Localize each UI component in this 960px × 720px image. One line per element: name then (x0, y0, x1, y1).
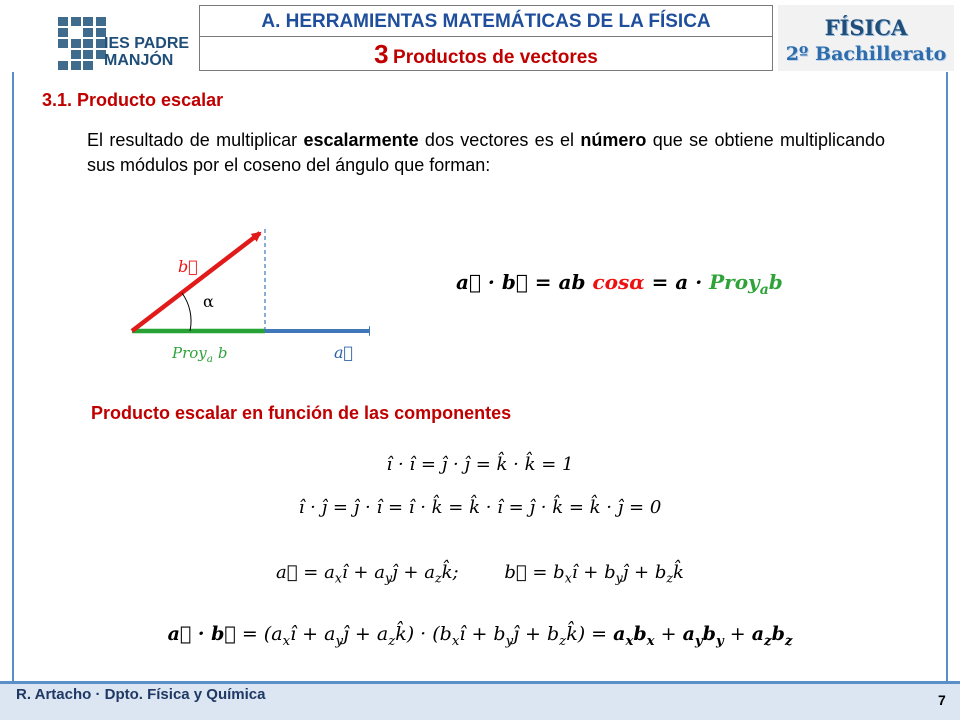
intro-text-2: dos vectores es el (418, 130, 581, 150)
course-title: A. HERRAMIENTAS MATEMÁTICAS DE LA FÍSICA (200, 6, 772, 37)
label-a-vector: a⃗ (334, 343, 354, 362)
logo-square (83, 50, 93, 59)
logo-square (96, 17, 106, 26)
title-box (199, 5, 773, 71)
frame-left-border (12, 72, 14, 682)
section-heading (42, 90, 223, 111)
vector-b-arrow (132, 233, 260, 331)
logo-square (83, 17, 93, 26)
label-b-vector: b⃗ (178, 257, 198, 276)
label-alpha: α (203, 292, 214, 311)
intro-text-3: que se obtiene multiplicando sus módulos por el coseno del ángulo que forman: (87, 130, 885, 175)
scalar-product-diagram (110, 215, 370, 375)
subject-name: FÍSICA (824, 15, 908, 40)
logo-square (83, 61, 93, 70)
section-title: Producto escalar (77, 90, 224, 110)
logo-square (83, 28, 93, 37)
orthogonal-unit-equation: ı̂ · ȷ̂ = ȷ̂ · ı̂ = ı̂ · k̂ = k̂ · ı̂ = ȷ̂ · k̂ = k̂ · ȷ̂ = 0 (298, 497, 662, 518)
intro-bold-1: escalarmente (303, 130, 419, 150)
frame-right-border (946, 72, 948, 682)
page-number: 7 (938, 692, 946, 708)
dot-product-components-equation: a⃗ · b⃗ = ($a_xı̂$ + $a_yȷ̂$ + $a_zk̂$) · ($b_xı̂$ + $b_yȷ̂$ + $b_zk̂) = a_xb_x + a_yb_y + a_zb_z$ (167, 623, 793, 649)
unit-title (200, 37, 772, 70)
angle-arc (182, 293, 191, 331)
unit-title-text: Productos de vectores (393, 47, 598, 68)
logo-text (104, 35, 189, 69)
logo-square (58, 61, 68, 70)
logo-square (71, 39, 81, 48)
vector-components-equation: a⃗ = $a_xı̂$ + $a_yȷ̂$ + $a_zk̂$; b⃗ = $b_xı̂$ + $b_yȷ̂$ + $b_zk̂$ (276, 562, 684, 586)
logo-square (58, 17, 68, 26)
subject-badge (778, 5, 954, 71)
subject-level: 2º Bachillerato (785, 43, 947, 65)
unit-number: 3 (374, 39, 389, 69)
logo-text-line1: IES PADRE (104, 35, 190, 52)
intro-paragraph (87, 128, 885, 177)
intro-text-1: El resultado de multiplicar (87, 130, 304, 150)
logo-square (71, 61, 81, 70)
section-number: 3.1. (42, 90, 73, 110)
scalar-product-formula: a⃗ · b⃗ = ab cosα = a · Proy$_a$b (456, 270, 783, 298)
logo-square (58, 39, 68, 48)
components-heading: Producto escalar en función de las componentes (91, 403, 512, 423)
logo-text-line2: MANJÓN (104, 52, 174, 69)
intro-bold-2: número (580, 130, 647, 150)
logo-square (58, 28, 68, 37)
footer-author: R. Artacho · Dpto. Física y Química (16, 686, 266, 703)
logo-square (71, 17, 81, 26)
unit-vector-dot-equation: ı̂ · ı̂ = ȷ̂ · ȷ̂ = k̂ · k̂ = 1 (386, 454, 574, 475)
logo-square (83, 39, 93, 48)
logo-square (71, 50, 81, 59)
label-projection: Proy$_a$ b (172, 344, 228, 365)
